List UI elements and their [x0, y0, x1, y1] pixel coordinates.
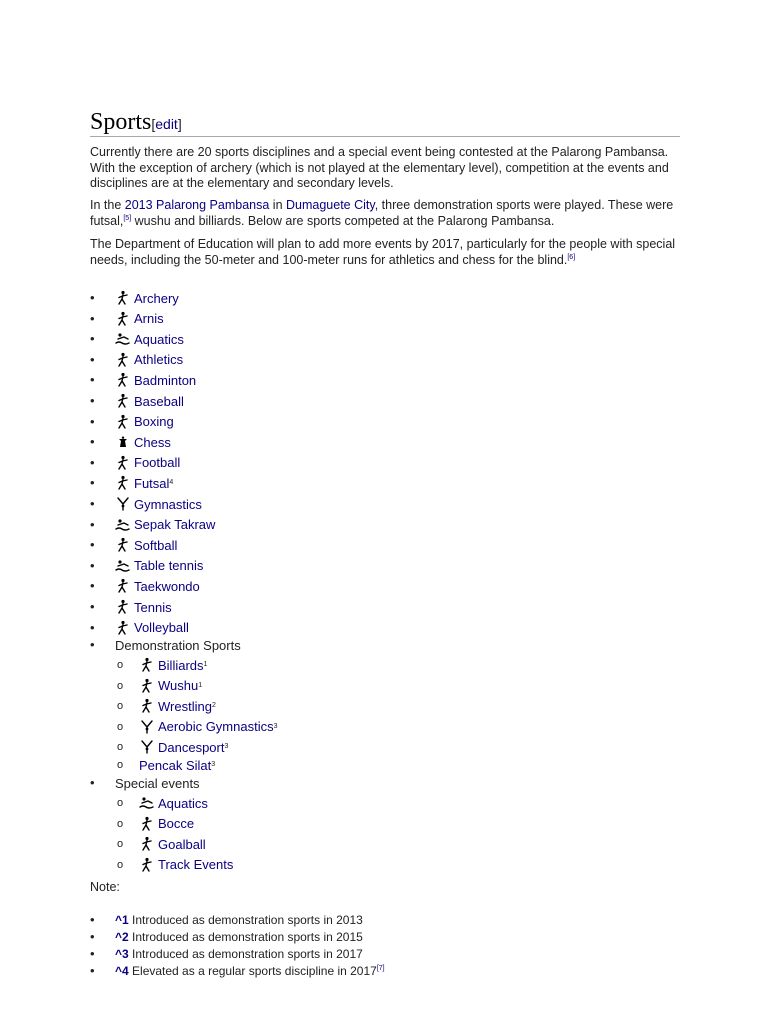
demonstration-sports-bullet: • — [90, 637, 95, 652]
special-event-bullet: o — [117, 858, 124, 871]
sport-item — [115, 289, 179, 307]
demo-sport-link[interactable]: Pencak Silat — [139, 757, 212, 773]
special-event-item — [139, 815, 194, 833]
special-events-bullet: • — [90, 775, 95, 790]
special-event-bullet: o — [117, 838, 124, 851]
demonstration-paragraph: In the 2013 Palarong Pambansa in Dumaguete City, three demonstration sports were played. These were futsal,[5] wushu and billiards. Below are sports competed at the Palarong Pambansa. — [90, 198, 674, 228]
aquatics-icon — [139, 795, 155, 811]
demo-sport-bullet: o — [117, 679, 124, 692]
reference-6[interactable]: [6] — [567, 253, 576, 261]
sport-bullet: • — [90, 331, 95, 347]
sport-link[interactable]: Arnis — [134, 311, 164, 327]
special-event-bullet: o — [117, 817, 124, 830]
sport-bullet: • — [90, 372, 95, 388]
sport-item — [115, 330, 184, 348]
sport-link[interactable]: Aquatics — [134, 331, 184, 347]
special-events-label: Special events — [115, 775, 200, 791]
palarong-2013-link[interactable]: 2013 Palarong Pambansa — [124, 198, 270, 212]
edit-link[interactable]: edit — [155, 116, 178, 132]
sport-item — [115, 598, 172, 616]
note-label: Note: — [90, 880, 120, 894]
sport-item — [115, 413, 174, 431]
sport-link[interactable]: Gymnastics — [134, 496, 202, 512]
sport-link[interactable]: Football — [134, 455, 181, 471]
bocce-icon — [139, 816, 155, 832]
demo-sport-bullet: o — [117, 759, 124, 772]
section-title: Sports — [90, 109, 152, 135]
note-text: Introduced as demonstration sports in 2013 — [128, 913, 363, 927]
intro-paragraph: Currently there are 20 sports disciplines and a special event being contested at the Palarong Pambansa. With the exception of archery (which is not played at the elementary level), competition at the events and disciplines are at the elementary and secondary levels. — [90, 145, 669, 190]
sport-bullet: • — [90, 475, 95, 491]
note-item — [115, 913, 363, 929]
sport-bullet: • — [90, 290, 95, 305]
demo-sport-link[interactable]: Wrestling — [158, 698, 212, 714]
sport-link[interactable]: Futsal — [134, 475, 170, 491]
note-item — [115, 947, 363, 963]
football-icon — [115, 455, 131, 471]
sport-item — [115, 454, 180, 472]
note-backlink[interactable]: ^1 — [115, 913, 129, 927]
futsal-icon — [115, 475, 131, 491]
sport-item — [115, 577, 200, 595]
sepak-takraw-icon — [115, 517, 131, 533]
sport-link[interactable]: Athletics — [134, 352, 184, 368]
softball-icon — [115, 537, 131, 553]
boxing-icon — [115, 414, 131, 430]
baseball-icon — [115, 393, 131, 409]
sport-link[interactable]: Sepak Takraw — [134, 517, 216, 533]
special-event-item — [139, 835, 206, 853]
billiards-icon — [139, 657, 155, 673]
dumaguete-city-link[interactable]: Dumaguete City — [286, 198, 375, 212]
wushu-icon — [139, 678, 155, 694]
note-bullet: • — [90, 912, 95, 927]
sport-link[interactable]: Softball — [134, 537, 178, 553]
aquatics-icon — [115, 331, 131, 347]
special-event-bullet: o — [117, 797, 124, 809]
note-backlink[interactable]: ^3 — [115, 947, 129, 961]
sport-item — [115, 310, 164, 328]
sport-item — [115, 619, 189, 637]
reference-5[interactable]: [5] — [123, 214, 132, 222]
note-item — [115, 930, 363, 946]
special-event-link[interactable]: Bocce — [158, 816, 195, 832]
sport-link[interactable]: Table tennis — [134, 558, 204, 574]
sport-link[interactable]: Tennis — [134, 599, 172, 615]
sport-link[interactable]: Baseball — [134, 393, 184, 409]
note-text: Elevated as a regular sports discipline in 2017 — [128, 964, 377, 978]
chess-icon — [115, 434, 131, 450]
sport-item — [115, 536, 177, 554]
sport-bullet: • — [90, 413, 95, 429]
sport-bullet: • — [90, 557, 95, 573]
reference-7[interactable]: [7] — [376, 965, 385, 972]
special-event-link[interactable]: Goalball — [158, 836, 206, 852]
sport-bullet: • — [90, 393, 95, 408]
sport-bullet: • — [90, 434, 95, 450]
volleyball-icon — [115, 620, 131, 636]
demonstration-sports-label: Demonstration Sports — [115, 637, 241, 653]
aerobic-gymnastics-icon — [139, 719, 155, 735]
demo-sport-item: Wrestling 2 — [139, 697, 216, 715]
sport-bullet: • — [90, 537, 95, 553]
special-event-link[interactable]: Aquatics — [158, 795, 208, 811]
demo-sport-item: Pencak Silat 3 — [139, 757, 216, 773]
demo-sport-link[interactable]: Aerobic Gymnastics — [158, 719, 274, 735]
sport-item — [115, 495, 202, 513]
note-backlink[interactable]: ^4 — [115, 964, 129, 978]
note-bullet: • — [90, 946, 95, 961]
sport-bullet: • — [90, 454, 95, 470]
sport-item — [115, 557, 203, 575]
sport-item — [115, 433, 171, 451]
edit-section: [edit] — [151, 116, 182, 132]
table-tennis-icon — [115, 558, 131, 574]
demo-sport-link[interactable]: Wushu — [158, 678, 199, 694]
demo-sport-item: Aerobic Gymnastics 3 — [139, 718, 278, 736]
demo-sport-bullet: o — [117, 700, 124, 713]
demo-sport-bullet: o — [117, 659, 124, 671]
sport-bullet: • — [90, 619, 95, 635]
sport-bullet: • — [90, 516, 95, 532]
demo-sport-item: Billiards 1 — [139, 656, 207, 674]
demo-sport-bullet: o — [117, 720, 124, 733]
sport-item — [115, 516, 215, 534]
sport-link[interactable]: Volleyball — [134, 620, 189, 636]
athletics-icon — [115, 352, 131, 368]
sport-bullet: • — [90, 310, 95, 326]
sport-item: Futsal 4 — [115, 474, 173, 492]
demo-sport-item: Dancesport 3 — [139, 738, 228, 756]
note-bullet: • — [90, 963, 95, 978]
deped-paragraph: The Department of Education will plan to add more events by 2017, particularly for the people with special needs, including the 50-meter and 100-meter runs for athletics and chess for the blind.[6] — [90, 237, 676, 267]
demo-sport-bullet: o — [117, 741, 124, 754]
section-heading — [90, 108, 680, 137]
dancesport-icon — [139, 739, 155, 755]
arnis-icon — [115, 311, 131, 327]
goalball-icon — [139, 836, 155, 852]
note-text: Introduced as demonstration sports in 2015 — [128, 930, 363, 944]
special-event-item — [139, 794, 208, 812]
sport-bullet: • — [90, 351, 95, 367]
special-event-item — [139, 856, 233, 874]
tennis-icon — [115, 599, 131, 615]
sport-link[interactable]: Taekwondo — [134, 578, 200, 594]
taekwondo-icon — [115, 578, 131, 594]
note-bullet: • — [90, 929, 95, 944]
badminton-icon — [115, 372, 131, 388]
special-event-link[interactable]: Track Events — [158, 857, 234, 873]
sport-item — [115, 351, 183, 369]
sport-link[interactable]: Badminton — [134, 372, 197, 388]
note-item — [115, 964, 385, 980]
sport-bullet: • — [90, 578, 95, 594]
sport-link[interactable]: Chess — [134, 434, 171, 450]
sport-bullet: • — [90, 496, 95, 511]
sport-link[interactable]: Archery — [134, 290, 179, 306]
gymnastics-icon — [115, 496, 131, 512]
sport-item — [115, 371, 196, 389]
wrestling-icon — [139, 698, 155, 714]
note-backlink[interactable]: ^2 — [115, 930, 129, 944]
sport-link[interactable]: Boxing — [134, 414, 174, 430]
track-events-icon — [139, 857, 155, 873]
demo-sport-link[interactable]: Billiards — [158, 657, 204, 673]
demo-sport-link[interactable]: Dancesport — [158, 739, 225, 755]
archery-icon — [115, 290, 131, 306]
note-text: Introduced as demonstration sports in 2017 — [128, 947, 363, 961]
sport-bullet: • — [90, 599, 95, 614]
demo-sport-item: Wushu 1 — [139, 677, 202, 695]
sport-item — [115, 392, 184, 410]
